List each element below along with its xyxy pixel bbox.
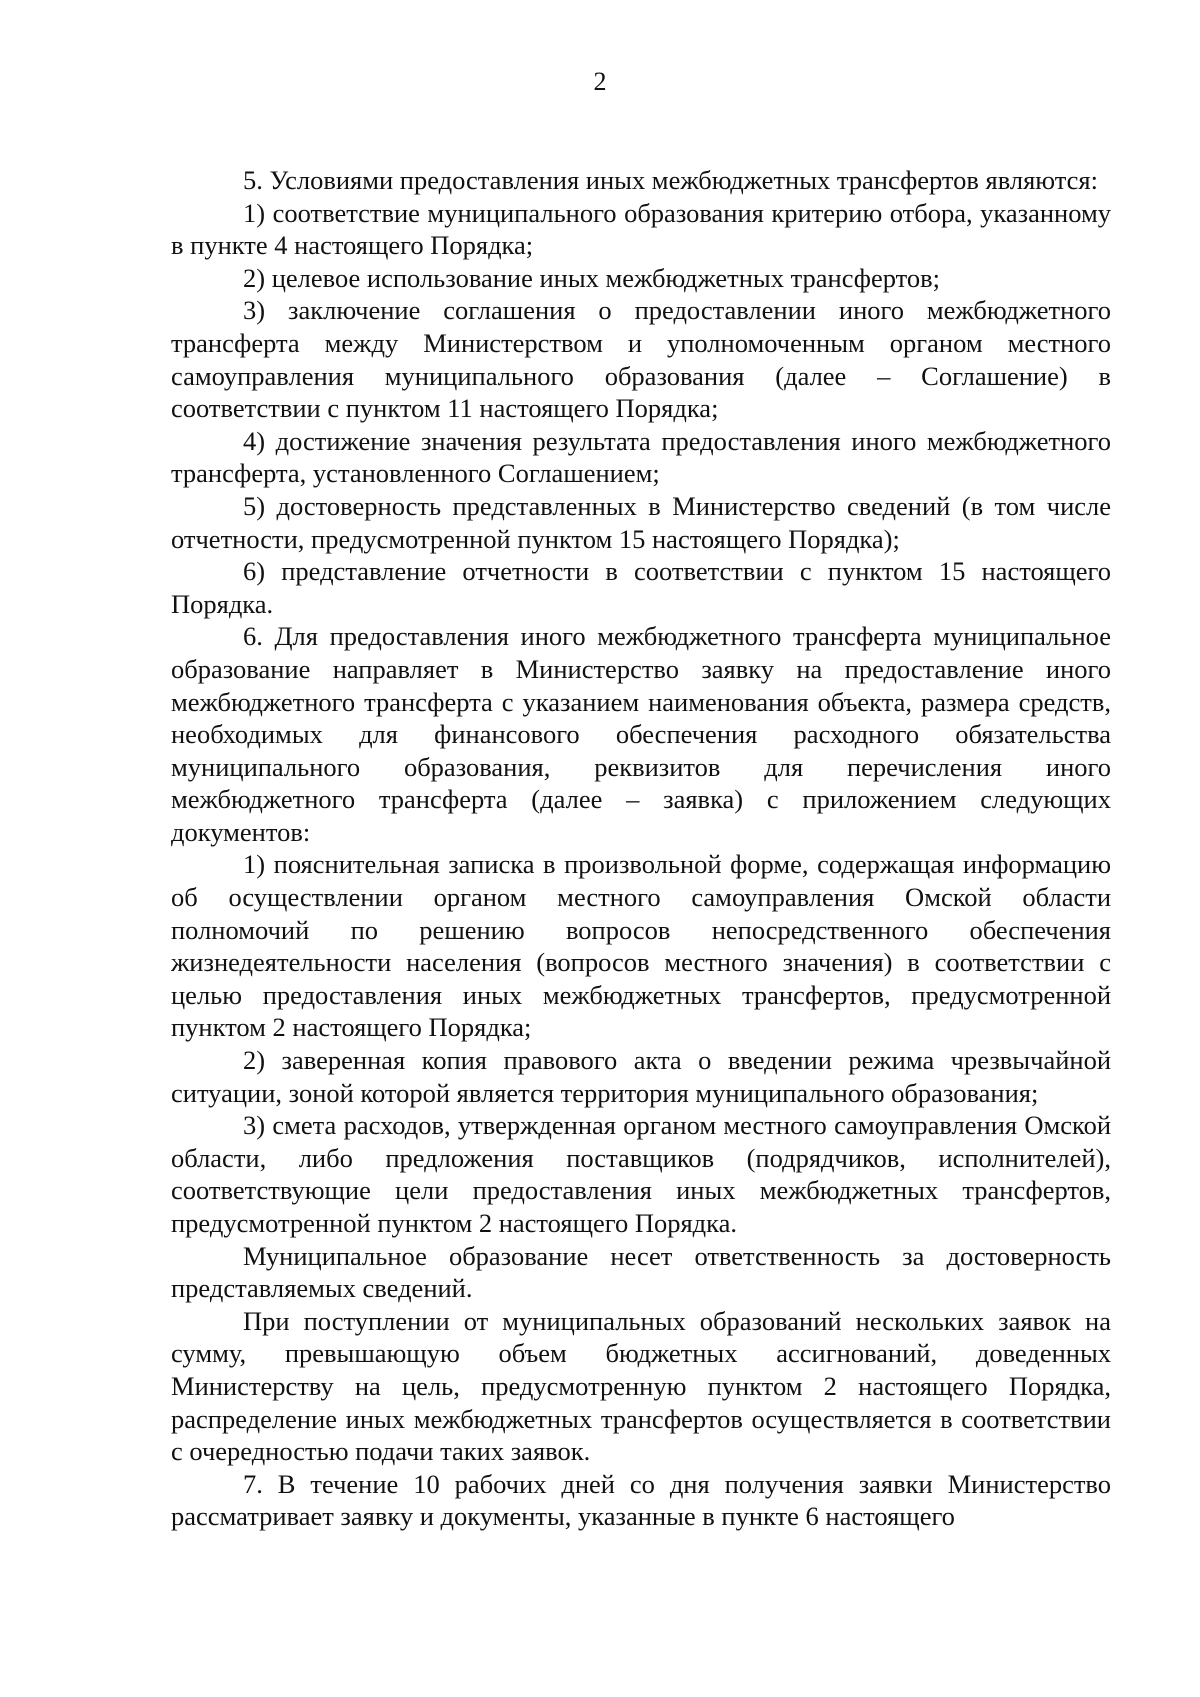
paragraph-7-review: 7. В течение 10 рабочих дней со дня получения заявки Министерство рассматривает заявку и документы, указанные в пункте 6 настоящего xyxy=(171,1468,1111,1532)
paragraph-6-item-2: 2) заверенная копия правового акта о введении режима чрезвычайной ситуации, зоной которой является территория муниципального образования; xyxy=(171,1045,1111,1108)
paragraph-5-item-1: 1) соответствие муниципального образования критерию отбора, указанному в пункте 4 настоящего Порядка; xyxy=(171,197,1111,261)
paragraph-5-item-5: 5) достоверность представленных в Министерство сведений (в том числе отчетности, предусмотренной пунктом 15 настоящего Порядка); xyxy=(171,490,1111,554)
paragraph-6-item-1: 1) пояснительная записка в произвольной форме, содержащая информацию об осуществлении органом местного самоуправления Омской области полномочий по решению вопросов непосредственного обеспечения жизнедеятельности населения (вопросов местного значения) в соответствии с целью предоставления иных межбюджетных трансфертов, предусмотренной пунктом 2 настоящего Порядка; xyxy=(171,849,1111,1043)
page-number: 2 xyxy=(593,67,607,96)
paragraph-5-item-6: 6) представление отчетности в соответствии с пунктом 15 настоящего Порядка. xyxy=(171,556,1111,619)
paragraph-6-item-3: 3) смета расходов, утвержденная органом местного самоуправления Омской области, либо предложения поставщиков (подрядчиков, исполнителей), соответствующие цели предоставления иных межбюджетных трансфертов, предусмотренной пунктом 2 настоящего Порядка. xyxy=(171,1110,1111,1238)
paragraph-5-item-3: 3) заключение соглашения о предоставлении иного межбюджетного трансферта между Министерством и уполномоченным органом местного самоуправления муниципального образования (далее – Соглашение) в соответствии с пунктом 11 настоящего Порядка; xyxy=(171,295,1111,424)
paragraph-5-conditions: 5. Условиями предоставления иных межбюджетных трансфертов являются: xyxy=(243,165,1098,195)
paragraph-responsibility: Муниципальное образование несет ответственность за достоверность представляемых сведений. xyxy=(171,1240,1111,1304)
paragraph-distribution: При поступлении от муниципальных образований нескольких заявок на сумму, превышающую объем бюджетных ассигнований, доведенных Министерству на цель, предусмотренную пунктом 2 настоящего Порядка, распределение иных межбюджетных трансфертов осуществляется в соответствии с очередностью подачи таких заявок. xyxy=(171,1305,1111,1467)
document-body xyxy=(171,164,1111,1533)
paragraph-5-item-2: 2) целевое использование иных межбюджетных трансфертов; xyxy=(243,262,940,293)
paragraph-6-application: 6. Для предоставления иного межбюджетного трансферта муниципальное образование направляет в Министерство заявку на предоставление иного межбюджетного трансферта с указанием наименования объекта, размера средств, необходимых для финансового обеспечения расходного обязательства муниципального образования, реквизитов для перечисления иного межбюджетного трансферта (далее – заявка) с приложением следующих документов: xyxy=(171,621,1111,847)
paragraph-5-item-4: 4) достижение значения результата предоставления иного межбюджетного трансферта, установленного Соглашением; xyxy=(171,425,1111,489)
